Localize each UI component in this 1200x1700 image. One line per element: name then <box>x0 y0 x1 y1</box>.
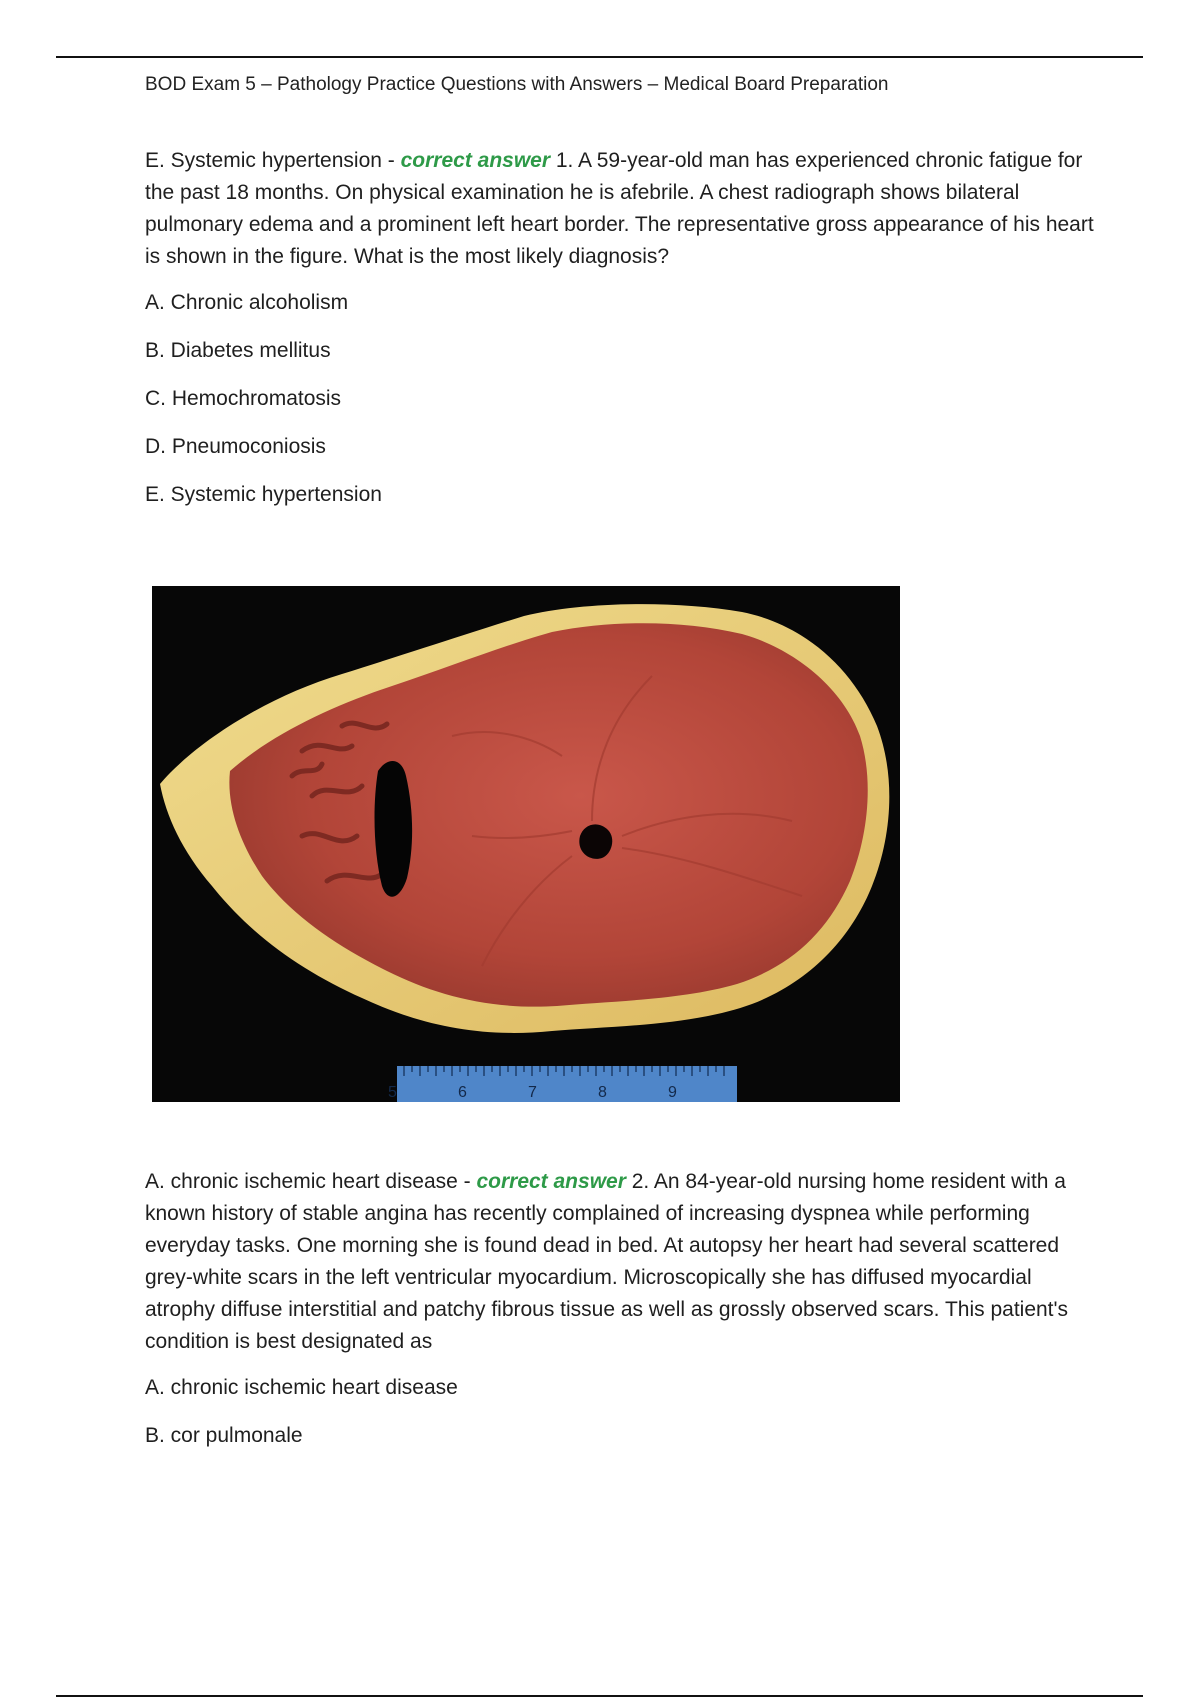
option-b: B. cor pulmonale <box>145 1424 303 1447</box>
ruler-label-6: 6 <box>458 1084 467 1101</box>
question-stem <box>145 145 1095 273</box>
option-c: C. Hemochromatosis <box>145 387 342 410</box>
option-a: A. Chronic alcoholism <box>145 291 349 314</box>
option-d: D. Pneumoconiosis <box>145 435 326 458</box>
question-text: 1. A 59-year-old man has experienced chronic fatigue for the past 18 months. On physical examination he is afebrile. A chest radiograph shows bilateral pulmonary edema and a prominent left heart border. The representative gross appearance of his heart is shown in the figure. What is the most likely diagnosis? <box>145 149 1094 268</box>
right-ventricle-cavity <box>375 761 413 897</box>
page-header: BOD Exam 5 – Pathology Practice Questions with Answers – Medical Board Preparation <box>145 74 889 95</box>
option-b: B. Diabetes mellitus <box>145 339 331 362</box>
ruler-ticks <box>404 1066 724 1076</box>
ruler-label-9: 9 <box>668 1084 677 1101</box>
scale-ruler <box>397 1066 737 1102</box>
heart-cross-section-figure <box>152 586 900 1102</box>
answer-prefix: A. chronic ischemic heart disease - <box>145 1170 477 1193</box>
question-stem <box>145 1166 1095 1358</box>
question-text: 2. An 84-year-old nursing home resident with a known history of stable angina has recently complained of increasing dyspnea while performing everyday tasks. One morning she is found dead in bed. At autopsy her heart had several scattered grey-white scars in the left ventricular myocardium. Microscopically she has diffused myocardial atrophy diffuse interstitial and patchy fibrous tissue as well as grossly observed scars. This patient's condition is best designated as <box>145 1170 1069 1353</box>
question-2 <box>145 1166 1095 1468</box>
question-1 <box>145 145 1095 527</box>
top-rule <box>56 56 1143 58</box>
ruler-label-7: 7 <box>528 1084 537 1101</box>
option-e: E. Systemic hypertension <box>145 483 382 506</box>
bottom-rule <box>56 1695 1143 1697</box>
answer-prefix: E. Systemic hypertension - <box>145 149 401 172</box>
left-ventricle-cavity <box>579 824 612 859</box>
correct-answer-label: correct answer <box>476 1170 626 1193</box>
option-a: A. chronic ischemic heart disease <box>145 1376 458 1399</box>
ruler-label-5: 5 <box>388 1084 397 1101</box>
ruler-label-8: 8 <box>598 1084 607 1101</box>
heart-photo <box>152 586 900 1102</box>
correct-answer-label: correct answer <box>400 149 551 172</box>
